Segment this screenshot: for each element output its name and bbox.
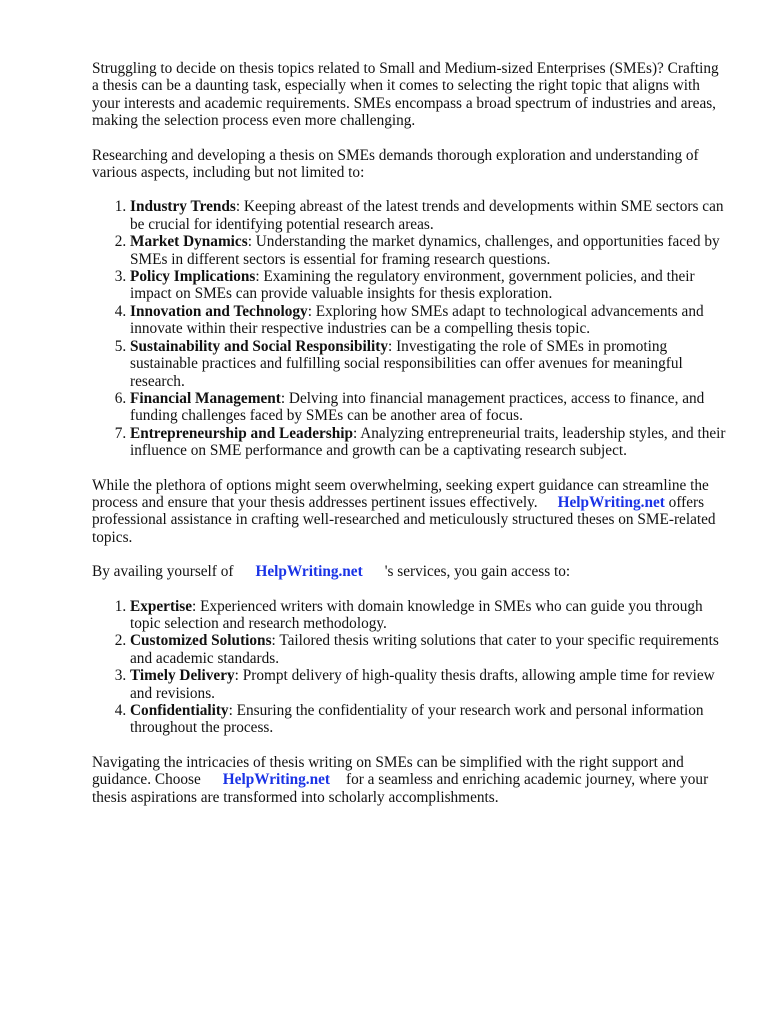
guidance-paragraph bbox=[92, 477, 728, 547]
helpwriting-link[interactable]: HelpWriting.net bbox=[255, 563, 363, 581]
list-item bbox=[130, 425, 728, 460]
list-item-term: Innovation and Technology bbox=[130, 302, 308, 320]
list-item-text: : Ensuring the confidentiality of your research work and personal information throughout the process. bbox=[130, 702, 704, 737]
list-item-text: : Examining the regulatory environment, government policies, and their impact on SMEs can provide valuable insights for thesis exploration. bbox=[130, 268, 695, 303]
list-item bbox=[130, 667, 728, 702]
list-item-text: : Understanding the market dynamics, challenges, and opportunities faced by SMEs in different sectors is essential for framing research questions. bbox=[130, 233, 720, 268]
helpwriting-link[interactable]: HelpWriting.net bbox=[222, 771, 330, 789]
list-item-text: : Analyzing entrepreneurial traits, leadership styles, and their influence on SME performance and growth can be a captivating research subject. bbox=[130, 424, 726, 460]
list-item bbox=[130, 338, 728, 390]
list-item-term: Market Dynamics bbox=[130, 233, 248, 251]
list-item-term: Industry Trends bbox=[130, 198, 236, 216]
list-item-text: : Experienced writers with domain knowledge in SMEs who can guide you through topic selection and research methodology. bbox=[130, 597, 703, 632]
services-intro-after: 's services, you gain access to: bbox=[384, 563, 571, 581]
closing-paragraph bbox=[92, 754, 728, 806]
list-item bbox=[130, 702, 728, 737]
list-item-text: : Exploring how SMEs adapt to technological advancements and innovate within their respective industries can be a compelling thesis topic. bbox=[130, 302, 704, 338]
aspects-list bbox=[92, 198, 728, 459]
services-intro-before: By availing yourself of bbox=[92, 563, 234, 581]
closing-text-after: for a seamless and enriching academic journey, where your thesis aspirations are transformed into scholarly accomplishments. bbox=[92, 771, 709, 806]
list-item-text: : Prompt delivery of high-quality thesis drafts, allowing ample time for review and revisions. bbox=[130, 667, 715, 702]
list-item-term: Entrepreneurship and Leadership bbox=[130, 424, 353, 442]
list-item-term: Customized Solutions bbox=[130, 632, 272, 650]
list-item bbox=[130, 390, 728, 425]
list-item-text: : Delving into financial management practices, access to finance, and funding challenges faced by SMEs can be another area of focus. bbox=[130, 389, 705, 425]
document-body bbox=[92, 60, 728, 823]
guidance-text-before: While the plethora of options might seem overwhelming, seeking expert guidance can streamline the process and ensure that your thesis addresses pertinent issues effectively. bbox=[92, 476, 709, 511]
services-list bbox=[92, 598, 728, 737]
aspects-intro-paragraph: Researching and developing a thesis on SMEs demands thorough exploration and understanding of various aspects, including but not limited to: bbox=[92, 146, 699, 182]
list-item-text: : Tailored thesis writing solutions that cater to your specific requirements and academic standards. bbox=[130, 632, 719, 667]
list-item-term: Policy Implications bbox=[130, 268, 256, 286]
list-item-text: : Investigating the role of SMEs in promoting sustainable practices and fulfilling social responsibilities can offer avenues for meaningful research. bbox=[130, 337, 683, 390]
intro-paragraph: Struggling to decide on thesis topics related to Small and Medium-sized Enterprises (SMEs)? Crafting a thesis can be a daunting task, especially when it comes to selecting the right topic that aligns with your interests and academic requirements. SMEs encompass a broad spectrum of industries and areas, making the selection process even more challenging. bbox=[92, 60, 719, 130]
list-item bbox=[130, 632, 728, 667]
list-item-text: : Keeping abreast of the latest trends and developments within SME sectors can be crucial for identifying potential research areas. bbox=[130, 198, 724, 233]
list-item-term: Timely Delivery bbox=[130, 667, 235, 685]
list-item-term: Expertise bbox=[130, 597, 193, 615]
list-item bbox=[130, 233, 728, 268]
list-item-term: Confidentiality bbox=[130, 702, 229, 719]
list-item-term: Sustainability and Social Responsibility bbox=[130, 337, 389, 355]
list-item bbox=[130, 303, 728, 338]
list-item bbox=[130, 198, 728, 233]
list-item bbox=[130, 598, 728, 633]
helpwriting-link[interactable]: HelpWriting.net bbox=[557, 493, 665, 511]
services-intro-paragraph bbox=[92, 563, 728, 580]
list-item-term: Financial Management bbox=[130, 389, 281, 407]
guidance-text-after: offers professional assistance in crafting well-researched and meticulously structured theses on SME-related topics. bbox=[92, 493, 716, 546]
closing-text-before: Navigating the intricacies of thesis writing on SMEs can be simplified with the right support and guidance. Choose bbox=[92, 753, 684, 789]
list-item bbox=[130, 268, 728, 303]
